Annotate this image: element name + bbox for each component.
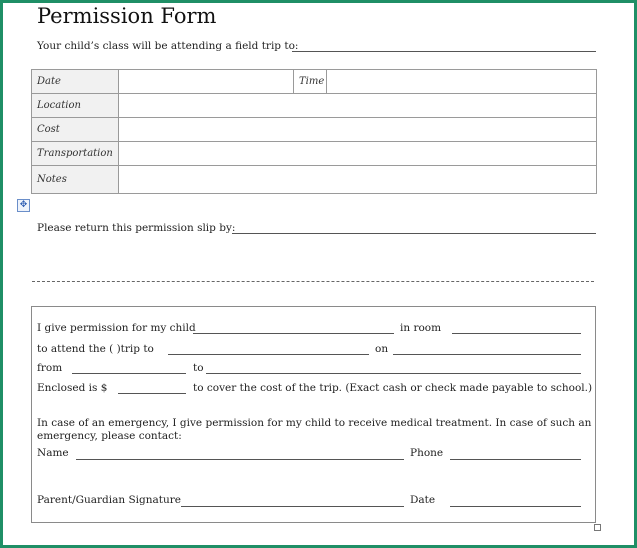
cut-line xyxy=(32,281,594,282)
attend-trip-label: to attend the ( )trip to xyxy=(37,343,154,355)
field-trip-destination-field[interactable] xyxy=(292,51,596,52)
contact-name-field[interactable] xyxy=(76,459,404,460)
cost-label: Cost xyxy=(32,118,119,142)
emergency-text-line1: In case of an emergency, I give permission for my child to receive medical treatment. In case of such an xyxy=(37,417,592,429)
amount-field[interactable] xyxy=(118,393,186,394)
phone-field[interactable] xyxy=(450,459,581,460)
form-title: Permission Form xyxy=(37,4,217,28)
signature-date-field[interactable] xyxy=(450,506,581,507)
location-label: Location xyxy=(32,94,119,118)
date-cell[interactable] xyxy=(119,70,294,94)
permission-slip-box xyxy=(31,306,596,523)
in-room-label: in room xyxy=(400,322,442,334)
cost-cell[interactable] xyxy=(119,118,597,142)
notes-label: Notes xyxy=(32,166,119,194)
room-field[interactable] xyxy=(452,333,581,334)
signature-field[interactable] xyxy=(181,506,404,507)
to-label: to xyxy=(193,362,204,374)
enclosed-label: Enclosed is $ xyxy=(37,382,108,394)
permission-label: I give permission for my child xyxy=(37,322,196,334)
trip-destination-field[interactable] xyxy=(168,354,369,355)
from-label: from xyxy=(37,362,63,374)
signature-label: Parent/Guardian Signature xyxy=(37,494,181,506)
on-label: on xyxy=(375,343,389,355)
child-name-field[interactable] xyxy=(193,333,394,334)
return-by-field[interactable] xyxy=(232,233,596,234)
date-label: Date xyxy=(32,70,119,94)
table-move-handle-icon[interactable]: ✥ xyxy=(17,199,30,212)
transportation-label: Transportation xyxy=(32,142,119,166)
time-label: Time xyxy=(294,70,327,94)
cover-cost-text: to cover the cost of the trip. (Exact cash or check made payable to school.) xyxy=(193,382,593,394)
phone-label: Phone xyxy=(410,447,444,459)
location-cell[interactable] xyxy=(119,94,597,118)
from-time-field[interactable] xyxy=(72,373,186,374)
emergency-text-line2: emergency, please contact: xyxy=(37,430,182,442)
contact-name-label: Name xyxy=(37,447,69,459)
resize-handle[interactable] xyxy=(594,524,601,531)
notes-cell[interactable] xyxy=(119,166,597,194)
field-trip-destination-label: Your child’s class will be attending a field trip to: xyxy=(37,40,299,52)
transportation-cell[interactable] xyxy=(119,142,597,166)
signature-date-label: Date xyxy=(410,494,436,506)
trip-date-field[interactable] xyxy=(393,354,581,355)
to-time-field[interactable] xyxy=(206,373,581,374)
return-by-label: Please return this permission slip by: xyxy=(37,222,236,234)
time-cell[interactable] xyxy=(327,70,597,94)
trip-details-table xyxy=(31,69,597,194)
